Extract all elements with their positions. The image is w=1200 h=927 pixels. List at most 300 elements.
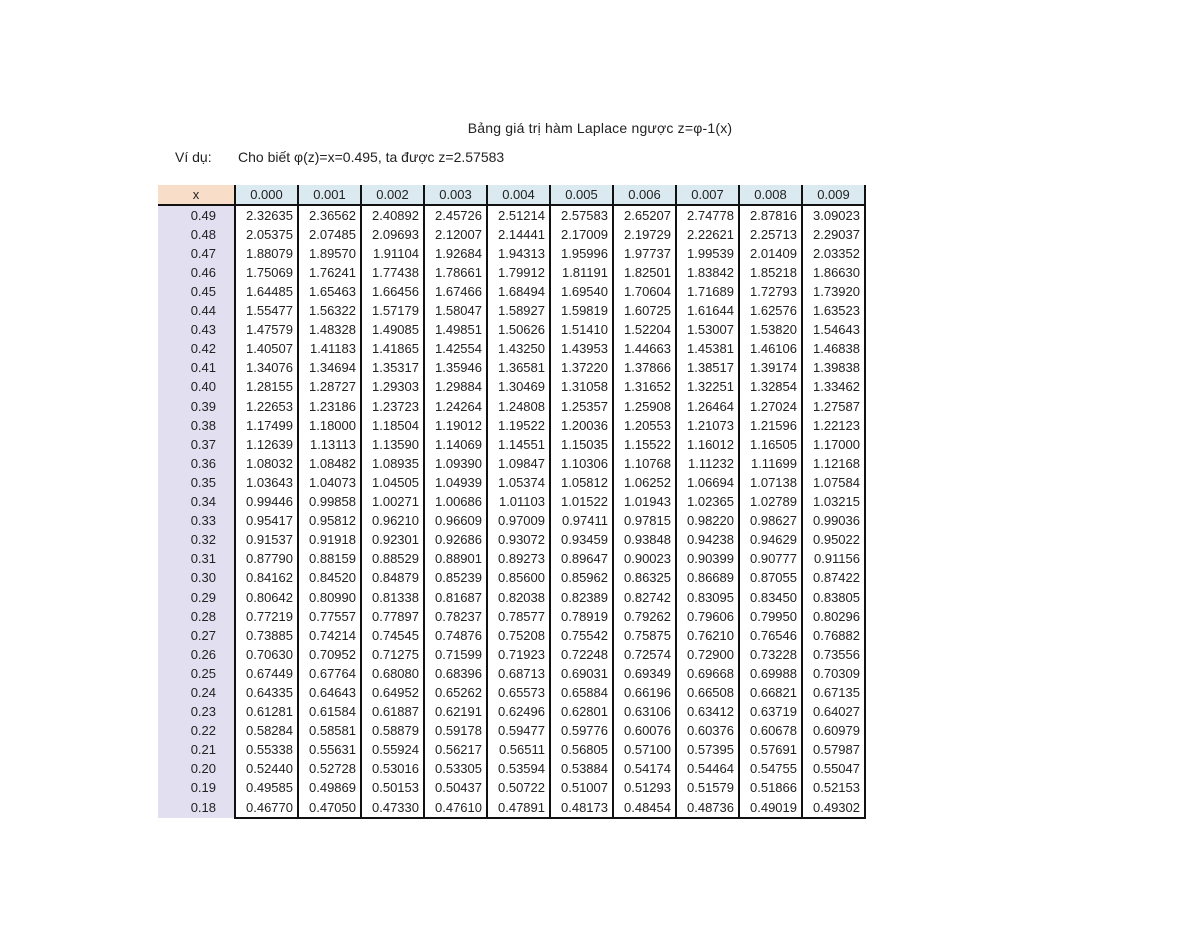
table-row: [158, 340, 865, 359]
table-cell: 0.91918: [298, 531, 361, 550]
table-cell: 1.39174: [739, 359, 802, 378]
row-x-value: 0.36: [158, 454, 235, 473]
table-cell: 0.99858: [298, 493, 361, 512]
table-cell: 1.85218: [739, 263, 802, 282]
table-cell: 0.52440: [235, 760, 298, 779]
table-cell: 0.58879: [361, 722, 424, 741]
table-cell: 0.79950: [739, 607, 802, 626]
table-cell: 0.57100: [613, 741, 676, 760]
table-cell: 0.86325: [613, 569, 676, 588]
table-row: [158, 607, 865, 626]
table-cell: 1.15522: [613, 435, 676, 454]
table-cell: 2.03352: [802, 244, 865, 263]
table-cell: 1.97737: [613, 244, 676, 263]
table-cell: 0.99446: [235, 493, 298, 512]
table-cell: 0.60076: [613, 722, 676, 741]
table-row: [158, 760, 865, 779]
table-cell: 2.45726: [424, 205, 487, 225]
table-cell: 0.57395: [676, 741, 739, 760]
table-cell: 0.95417: [235, 512, 298, 531]
table-cell: 1.10306: [550, 454, 613, 473]
table-cell: 0.57691: [739, 741, 802, 760]
table-cell: 0.48173: [550, 798, 613, 818]
table-row: [158, 302, 865, 321]
table-cell: 1.24264: [424, 397, 487, 416]
table-cell: 0.69349: [613, 664, 676, 683]
table-cell: 0.79606: [676, 607, 739, 626]
table-row: [158, 645, 865, 664]
table-cell: 0.97411: [550, 512, 613, 531]
table-cell: 1.92684: [424, 244, 487, 263]
row-x-value: 0.23: [158, 703, 235, 722]
table-cell: 0.86689: [676, 569, 739, 588]
table-cell: 2.65207: [613, 205, 676, 225]
table-cell: 0.88901: [424, 550, 487, 569]
row-x-value: 0.41: [158, 359, 235, 378]
table-cell: 1.51410: [550, 321, 613, 340]
table-cell: 0.66508: [676, 683, 739, 702]
table-cell: 1.34694: [298, 359, 361, 378]
table-cell: 1.69540: [550, 282, 613, 301]
table-cell: 1.89570: [298, 244, 361, 263]
table-cell: 0.81687: [424, 588, 487, 607]
table-cell: 1.78661: [424, 263, 487, 282]
table-cell: 1.04505: [361, 473, 424, 492]
table-cell: 0.87790: [235, 550, 298, 569]
row-x-value: 0.47: [158, 244, 235, 263]
table-cell: 1.19522: [487, 416, 550, 435]
table-cell: 1.16505: [739, 435, 802, 454]
table-cell: 1.60725: [613, 302, 676, 321]
table-cell: 1.53820: [739, 321, 802, 340]
table-cell: 1.00686: [424, 493, 487, 512]
row-x-value: 0.22: [158, 722, 235, 741]
table-cell: 0.54464: [676, 760, 739, 779]
table-row: [158, 703, 865, 722]
row-x-value: 0.32: [158, 531, 235, 550]
table-cell: 2.87816: [739, 205, 802, 225]
table-cell: 1.44663: [613, 340, 676, 359]
table-cell: 0.72574: [613, 645, 676, 664]
table-cell: 1.01522: [550, 493, 613, 512]
table-cell: 1.27587: [802, 397, 865, 416]
table-cell: 0.72900: [676, 645, 739, 664]
table-cell: 2.51214: [487, 205, 550, 225]
table-cell: 0.60678: [739, 722, 802, 741]
table-cell: 1.62576: [739, 302, 802, 321]
table-cell: 1.49085: [361, 321, 424, 340]
table-cell: 1.12168: [802, 454, 865, 473]
table-cell: 0.76210: [676, 626, 739, 645]
table-cell: 1.49851: [424, 321, 487, 340]
table-cell: 1.19012: [424, 416, 487, 435]
table-cell: 1.46838: [802, 340, 865, 359]
table-cell: 2.12007: [424, 225, 487, 244]
table-cell: 0.84162: [235, 569, 298, 588]
table-cell: 0.48736: [676, 798, 739, 818]
table-cell: 2.01409: [739, 244, 802, 263]
table-cell: 2.07485: [298, 225, 361, 244]
table-cell: 1.03215: [802, 493, 865, 512]
table-cell: 1.41865: [361, 340, 424, 359]
table-cell: 1.07138: [739, 473, 802, 492]
table-cell: 0.51579: [676, 779, 739, 798]
table-cell: 1.23186: [298, 397, 361, 416]
table-cell: 2.22621: [676, 225, 739, 244]
table-cell: 1.50626: [487, 321, 550, 340]
row-x-value: 0.21: [158, 741, 235, 760]
table-cell: 1.83842: [676, 263, 739, 282]
row-x-value: 0.38: [158, 416, 235, 435]
table-cell: 1.09390: [424, 454, 487, 473]
table-cell: 0.69988: [739, 664, 802, 683]
table-cell: 1.61644: [676, 302, 739, 321]
table-cell: 0.59776: [550, 722, 613, 741]
table-cell: 0.47330: [361, 798, 424, 818]
table-cell: 0.47050: [298, 798, 361, 818]
table-cell: 1.00271: [361, 493, 424, 512]
table-cell: 1.31058: [550, 378, 613, 397]
table-cell: 1.68494: [487, 282, 550, 301]
x-column-header: x: [158, 185, 235, 205]
table-cell: 1.55477: [235, 302, 298, 321]
table-cell: 0.55338: [235, 741, 298, 760]
table-cell: 1.31652: [613, 378, 676, 397]
table-row: [158, 263, 865, 282]
table-cell: 1.30469: [487, 378, 550, 397]
column-header: 0.001: [298, 185, 361, 205]
table-cell: 0.56217: [424, 741, 487, 760]
table-cell: 1.70604: [613, 282, 676, 301]
table-cell: 0.99036: [802, 512, 865, 531]
row-x-value: 0.46: [158, 263, 235, 282]
table-cell: 1.06252: [613, 473, 676, 492]
table-cell: 0.74545: [361, 626, 424, 645]
table-cell: 0.51007: [550, 779, 613, 798]
table-cell: 0.52153: [802, 779, 865, 798]
table-cell: 0.68080: [361, 664, 424, 683]
table-cell: 0.97815: [613, 512, 676, 531]
table-cell: 0.74876: [424, 626, 487, 645]
table-row: [158, 205, 865, 225]
table-cell: 0.82389: [550, 588, 613, 607]
table-cell: 0.63106: [613, 703, 676, 722]
table-cell: 0.89273: [487, 550, 550, 569]
table-cell: 1.37220: [550, 359, 613, 378]
table-row: [158, 664, 865, 683]
table-cell: 0.62496: [487, 703, 550, 722]
table-cell: 0.55631: [298, 741, 361, 760]
row-x-value: 0.24: [158, 683, 235, 702]
table-cell: 0.70630: [235, 645, 298, 664]
table-cell: 0.63412: [676, 703, 739, 722]
table-cell: 1.81191: [550, 263, 613, 282]
row-x-value: 0.33: [158, 512, 235, 531]
table-row: [158, 798, 865, 818]
table-cell: 0.67135: [802, 683, 865, 702]
table-cell: 0.93459: [550, 531, 613, 550]
table-cell: 0.93072: [487, 531, 550, 550]
table-cell: 1.04939: [424, 473, 487, 492]
table-cell: 0.76546: [739, 626, 802, 645]
row-x-value: 0.49: [158, 205, 235, 225]
table-cell: 1.82501: [613, 263, 676, 282]
table-cell: 2.36562: [298, 205, 361, 225]
table-cell: 0.48454: [613, 798, 676, 818]
table-cell: 1.05374: [487, 473, 550, 492]
table-cell: 1.45381: [676, 340, 739, 359]
table-cell: 1.35317: [361, 359, 424, 378]
table-cell: 1.08482: [298, 454, 361, 473]
table-cell: 0.62801: [550, 703, 613, 722]
row-x-value: 0.18: [158, 798, 235, 818]
table-cell: 0.90023: [613, 550, 676, 569]
column-header: 0.009: [802, 185, 865, 205]
column-header: 0.005: [550, 185, 613, 205]
table-cell: 0.91537: [235, 531, 298, 550]
table-cell: 1.42554: [424, 340, 487, 359]
page-title: Bảng giá trị hàm Laplace ngược z=φ-1(x): [467, 120, 733, 136]
table-cell: 0.66196: [613, 683, 676, 702]
table-cell: 1.56322: [298, 302, 361, 321]
table-cell: 1.01103: [487, 493, 550, 512]
table-cell: 0.89647: [550, 550, 613, 569]
table-cell: 0.63719: [739, 703, 802, 722]
table-cell: 0.83805: [802, 588, 865, 607]
table-cell: 0.95812: [298, 512, 361, 531]
table-cell: 0.78919: [550, 607, 613, 626]
table-cell: 0.85239: [424, 569, 487, 588]
table-cell: 0.56805: [550, 741, 613, 760]
table-cell: 0.92686: [424, 531, 487, 550]
table-cell: 0.68396: [424, 664, 487, 683]
table-cell: 1.72793: [739, 282, 802, 301]
table-cell: 0.84879: [361, 569, 424, 588]
table-cell: 2.09693: [361, 225, 424, 244]
column-header: 0.000: [235, 185, 298, 205]
table-cell: 0.77557: [298, 607, 361, 626]
table-cell: 1.11232: [676, 454, 739, 473]
table-cell: 2.25713: [739, 225, 802, 244]
table-header-row: [158, 185, 865, 205]
table-cell: 1.32251: [676, 378, 739, 397]
table-cell: 0.61584: [298, 703, 361, 722]
table-row: [158, 321, 865, 340]
table-cell: 1.24808: [487, 397, 550, 416]
table-cell: 1.99539: [676, 244, 739, 263]
table-cell: 0.60376: [676, 722, 739, 741]
table-cell: 1.05812: [550, 473, 613, 492]
table-cell: 0.76882: [802, 626, 865, 645]
table-cell: 1.79912: [487, 263, 550, 282]
row-x-value: 0.35: [158, 473, 235, 492]
table-cell: 1.77438: [361, 263, 424, 282]
table-cell: 1.91104: [361, 244, 424, 263]
table-cell: 0.69668: [676, 664, 739, 683]
table-cell: 0.80990: [298, 588, 361, 607]
table-cell: 1.29303: [361, 378, 424, 397]
table-cell: 0.54755: [739, 760, 802, 779]
table-cell: 1.59819: [550, 302, 613, 321]
table-cell: 2.17009: [550, 225, 613, 244]
table-cell: 0.93848: [613, 531, 676, 550]
table-cell: 1.20553: [613, 416, 676, 435]
table-cell: 0.53305: [424, 760, 487, 779]
table-cell: 1.71689: [676, 282, 739, 301]
table-cell: 0.65262: [424, 683, 487, 702]
table-cell: 0.57987: [802, 741, 865, 760]
table-row: [158, 512, 865, 531]
table-cell: 1.53007: [676, 321, 739, 340]
table-cell: 0.78577: [487, 607, 550, 626]
table-cell: 1.16012: [676, 435, 739, 454]
table-row: [158, 225, 865, 244]
table-cell: 1.02365: [676, 493, 739, 512]
table-cell: 1.03643: [235, 473, 298, 492]
table-row: [158, 416, 865, 435]
table-cell: 0.64643: [298, 683, 361, 702]
table-cell: 0.53016: [361, 760, 424, 779]
table-cell: 0.60979: [802, 722, 865, 741]
table-cell: 0.73556: [802, 645, 865, 664]
table-row: [158, 282, 865, 301]
table-cell: 1.17499: [235, 416, 298, 435]
example-label: Ví dụ:: [175, 149, 212, 165]
table-row: [158, 626, 865, 645]
example-text: Cho biết φ(z)=x=0.495, ta được z=2.57583: [238, 149, 505, 165]
table-cell: 1.35946: [424, 359, 487, 378]
table-cell: 0.94629: [739, 531, 802, 550]
table-cell: 0.64027: [802, 703, 865, 722]
table-cell: 1.37866: [613, 359, 676, 378]
table-cell: 0.71275: [361, 645, 424, 664]
table-cell: 0.49585: [235, 779, 298, 798]
table-cell: 1.64485: [235, 282, 298, 301]
table-cell: 0.69031: [550, 664, 613, 683]
table-cell: 2.05375: [235, 225, 298, 244]
table-cell: 1.32854: [739, 378, 802, 397]
table-cell: 0.52728: [298, 760, 361, 779]
table-cell: 1.08032: [235, 454, 298, 473]
table-cell: 1.18000: [298, 416, 361, 435]
row-x-value: 0.37: [158, 435, 235, 454]
table-cell: 1.38517: [676, 359, 739, 378]
table-cell: 0.56511: [487, 741, 550, 760]
table-cell: 1.01943: [613, 493, 676, 512]
table-cell: 1.22653: [235, 397, 298, 416]
table-cell: 0.46770: [235, 798, 298, 818]
table-cell: 0.70309: [802, 664, 865, 683]
table-cell: 2.32635: [235, 205, 298, 225]
table-cell: 0.72248: [550, 645, 613, 664]
table-cell: 1.15035: [550, 435, 613, 454]
table-cell: 0.58581: [298, 722, 361, 741]
table-cell: 1.94313: [487, 244, 550, 263]
table-cell: 0.83095: [676, 588, 739, 607]
column-header: 0.004: [487, 185, 550, 205]
table-cell: 0.85962: [550, 569, 613, 588]
table-cell: 1.27024: [739, 397, 802, 416]
table-cell: 1.12639: [235, 435, 298, 454]
row-x-value: 0.48: [158, 225, 235, 244]
table-cell: 0.59178: [424, 722, 487, 741]
table-cell: 1.73920: [802, 282, 865, 301]
table-cell: 1.46106: [739, 340, 802, 359]
table-cell: 0.73885: [235, 626, 298, 645]
table-cell: 1.43250: [487, 340, 550, 359]
row-x-value: 0.19: [158, 779, 235, 798]
table-cell: 0.98220: [676, 512, 739, 531]
row-x-value: 0.28: [158, 607, 235, 626]
table-cell: 0.80296: [802, 607, 865, 626]
table-cell: 0.71599: [424, 645, 487, 664]
row-x-value: 0.42: [158, 340, 235, 359]
table-cell: 1.52204: [613, 321, 676, 340]
table-cell: 1.66456: [361, 282, 424, 301]
table-cell: 0.71923: [487, 645, 550, 664]
table-cell: 0.53884: [550, 760, 613, 779]
table-cell: 1.20036: [550, 416, 613, 435]
table-cell: 2.14441: [487, 225, 550, 244]
table-cell: 0.90777: [739, 550, 802, 569]
column-header: 0.002: [361, 185, 424, 205]
table-cell: 0.54174: [613, 760, 676, 779]
table-cell: 2.57583: [550, 205, 613, 225]
table-cell: 0.87055: [739, 569, 802, 588]
table-cell: 0.96609: [424, 512, 487, 531]
table-cell: 2.74778: [676, 205, 739, 225]
table-cell: 0.75208: [487, 626, 550, 645]
table-cell: 0.53594: [487, 760, 550, 779]
table-cell: 1.65463: [298, 282, 361, 301]
table-cell: 0.61281: [235, 703, 298, 722]
table-cell: 0.51293: [613, 779, 676, 798]
table-row: [158, 435, 865, 454]
row-x-value: 0.40: [158, 378, 235, 397]
table-cell: 0.65573: [487, 683, 550, 702]
table-cell: 0.94238: [676, 531, 739, 550]
table-cell: 0.92301: [361, 531, 424, 550]
table-row: [158, 378, 865, 397]
table-cell: 1.28155: [235, 378, 298, 397]
table-cell: 0.70952: [298, 645, 361, 664]
table-cell: 1.67466: [424, 282, 487, 301]
table-cell: 1.21596: [739, 416, 802, 435]
table-cell: 3.09023: [802, 205, 865, 225]
table-row: [158, 359, 865, 378]
table-cell: 0.49869: [298, 779, 361, 798]
table-cell: 1.86630: [802, 263, 865, 282]
table-cell: 0.59477: [487, 722, 550, 741]
table-cell: 1.18504: [361, 416, 424, 435]
table-cell: 1.13113: [298, 435, 361, 454]
table-cell: 0.82742: [613, 588, 676, 607]
table-cell: 0.51866: [739, 779, 802, 798]
column-header: 0.007: [676, 185, 739, 205]
table-cell: 0.75875: [613, 626, 676, 645]
table-cell: 1.04073: [298, 473, 361, 492]
table-cell: 0.87422: [802, 569, 865, 588]
table-cell: 0.47610: [424, 798, 487, 818]
row-x-value: 0.39: [158, 397, 235, 416]
table-cell: 1.09847: [487, 454, 550, 473]
table-row: [158, 588, 865, 607]
table-cell: 1.13590: [361, 435, 424, 454]
table-cell: 0.81338: [361, 588, 424, 607]
column-header: 0.006: [613, 185, 676, 205]
table-cell: 1.23723: [361, 397, 424, 416]
table-cell: 0.77897: [361, 607, 424, 626]
